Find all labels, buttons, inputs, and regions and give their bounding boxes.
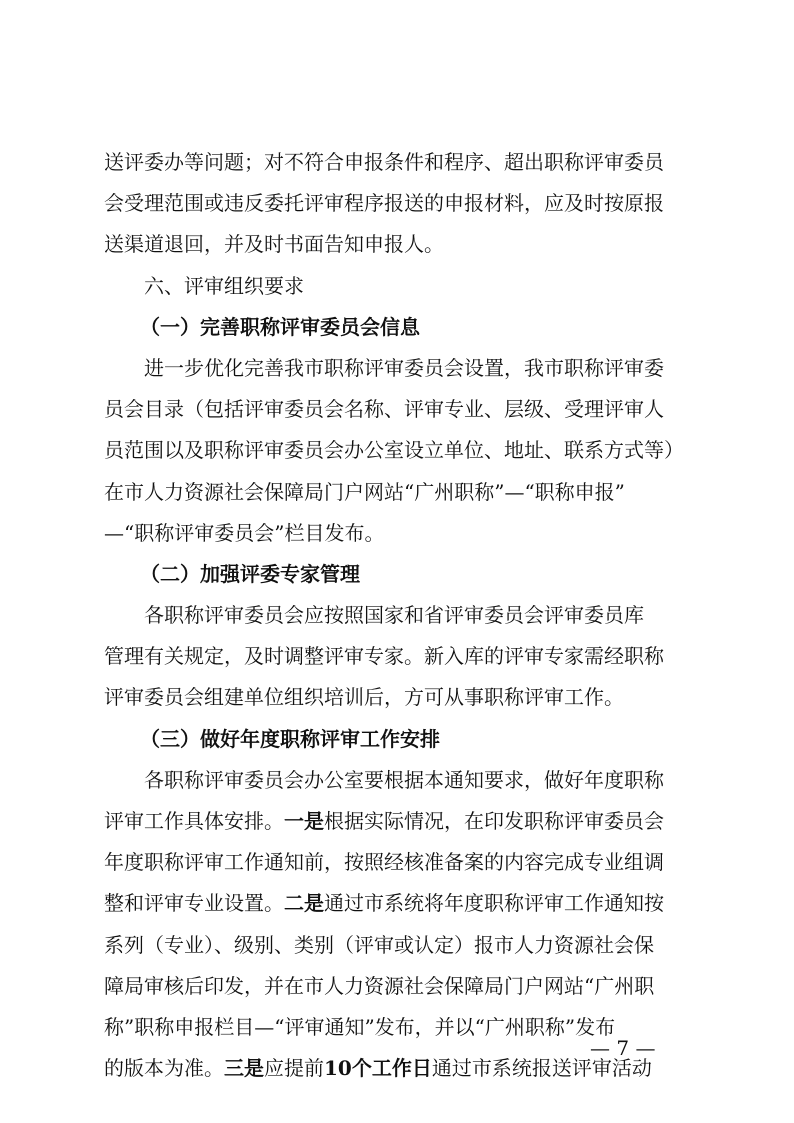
paragraph-line: 年度职称评审工作通知前，按照经核准备案的内容完成专业组调 (104, 850, 664, 875)
paragraph-line (104, 801, 692, 842)
section-heading: 六、评审组织要求 (144, 273, 304, 298)
paragraph-line (104, 883, 692, 924)
paragraph-line: 评审委员会组建单位组织培训后，方可从事职称评审工作。 (104, 685, 624, 710)
line-text: 应提前 (264, 1056, 324, 1081)
paragraph-line: 系列（专业）、级别、类别（评审或认定）报市人力资源社会保 (104, 932, 654, 957)
paragraph-line: 各职称评审委员会办公室要根据本通知要求，做好年度职称 (144, 767, 664, 792)
paragraph-line: 员会目录（包括评审委员会名称、评审专业、层级、受理评审人 (104, 397, 664, 422)
line-text: 根据实际情况，在印发职称评审委员会 (324, 809, 664, 833)
emphasis-text: 二是 (284, 891, 324, 916)
paragraph-line: —“职称评审委员会”栏目发布。 (104, 520, 385, 545)
subsection-heading: （三）做好年度职称评审工作安排 (140, 726, 440, 751)
emphasis-text: 三是 (224, 1056, 264, 1081)
line-text: 通过市系统报送评审活动 (431, 1056, 652, 1081)
paragraph-line: 障局审核后印发，并在市人力资源社会保障局门户网站“广州职 (104, 973, 655, 998)
paragraph-line: 在市人力资源社会保障局门户网站“广州职称”—“职称申报” (104, 479, 625, 504)
line-text: 的版本为准。 (104, 1056, 224, 1081)
paragraph-line: 员范围以及职称评审委员会办公室设立单位、地址、联系方式等） (104, 438, 684, 463)
emphasis-text: 一是 (284, 809, 324, 833)
paragraph-line: 送评委办等问题；对不符合申报条件和程序、超出职称评审委员 (104, 150, 664, 174)
subsection-heading: （一）完善职称评审委员会信息 (140, 314, 420, 339)
line-text: 通过市系统将年度职称评审工作通知按 (324, 891, 664, 916)
paragraph-line: 称”职称申报栏目—“评审通知”发布，并以“广州职称”发布 (104, 1014, 616, 1039)
paragraph-line: 会受理范围或违反委托评审程序报送的申报材料，应及时按原报 (104, 191, 664, 216)
paragraph-line: 管理有关规定，及时调整评审专家。新入库的评审专家需经职称 (104, 644, 664, 669)
body-text (104, 142, 692, 1089)
paragraph-line: 送渠道退回，并及时书面告知申报人。 (104, 232, 444, 257)
line-text: 整和评审专业设置。 (104, 891, 284, 916)
emphasis-text: 10个工作日 (324, 1056, 432, 1081)
subsection-heading: （二）加强评委专家管理 (140, 561, 360, 586)
page-number: — 7 — (590, 1036, 656, 1060)
line-text: 评审工作具体安排。 (104, 809, 284, 833)
paragraph-line: 各职称评审委员会应按照国家和省评审委员会评审委员库 (144, 603, 644, 628)
paragraph-line: 进一步优化完善我市职称评审委员会设置，我市职称评审委 (144, 355, 664, 380)
